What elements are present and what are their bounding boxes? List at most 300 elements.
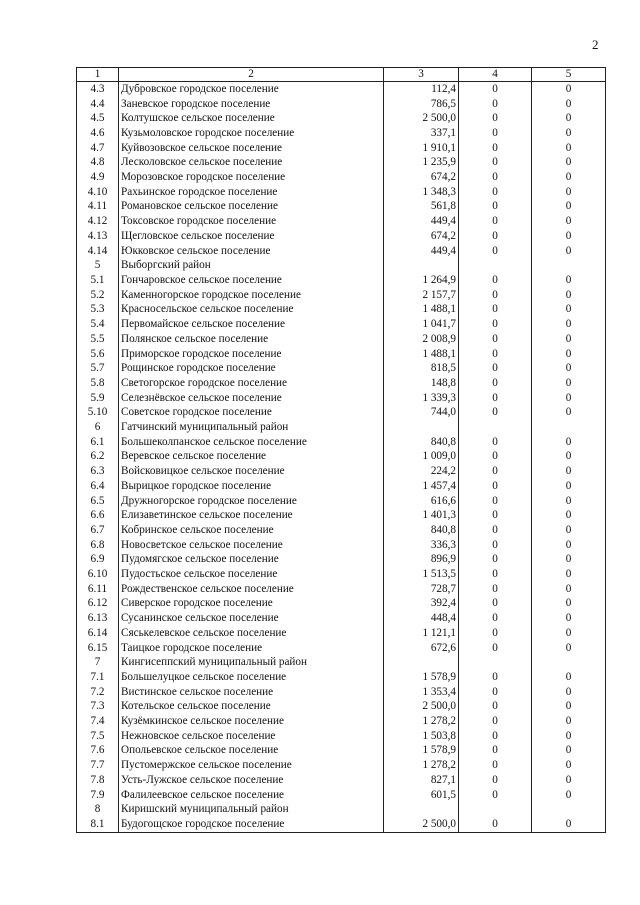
table-row [77, 685, 606, 700]
col-4-value [459, 802, 532, 817]
col-4-value: 0 [459, 170, 532, 185]
row-number: 4.5 [77, 111, 119, 126]
col-4-value [459, 420, 532, 435]
amount: 224,2 [384, 464, 459, 479]
amount: 744,0 [384, 405, 459, 420]
settlement-name: Куйвозовское сельское поселение [119, 141, 384, 156]
col-4-value: 0 [459, 626, 532, 641]
col-4-value: 0 [459, 508, 532, 523]
table-row [77, 817, 606, 832]
table-row [77, 700, 606, 715]
table-row [77, 82, 606, 97]
table-row [77, 508, 606, 523]
row-number: 6.6 [77, 508, 119, 523]
table-row [77, 405, 606, 420]
page-number: 2 [592, 37, 599, 52]
col-4-value: 0 [459, 347, 532, 362]
amount: 2 500,0 [384, 700, 459, 715]
col-5-value: 0 [532, 597, 606, 612]
amount [384, 420, 459, 435]
amount: 840,8 [384, 435, 459, 450]
table-row [77, 303, 606, 318]
col-5-value: 0 [532, 214, 606, 229]
settlement-name: Вырицкое городское поселение [119, 479, 384, 494]
table-row [77, 626, 606, 641]
row-number: 7.6 [77, 744, 119, 759]
table-row [77, 773, 606, 788]
row-number: 6.4 [77, 479, 119, 494]
settlement-name: Пудостьское сельское поселение [119, 567, 384, 582]
row-number: 5.9 [77, 391, 119, 406]
table-row [77, 582, 606, 597]
amount: 616,6 [384, 494, 459, 509]
row-number: 5.4 [77, 317, 119, 332]
col-5-value: 0 [532, 567, 606, 582]
col-5-value: 0 [532, 553, 606, 568]
row-number: 6.2 [77, 450, 119, 465]
row-number: 6.3 [77, 464, 119, 479]
amount: 561,8 [384, 200, 459, 215]
col-5-value: 0 [532, 685, 606, 700]
table-row [77, 611, 606, 626]
amount: 336,3 [384, 538, 459, 553]
row-number: 5.8 [77, 376, 119, 391]
settlement-name: Котельское сельское поселение [119, 700, 384, 715]
table-row [77, 347, 606, 362]
col-4-value: 0 [459, 788, 532, 803]
settlement-name: Пудомягское сельское поселение [119, 553, 384, 568]
amount: 1 513,5 [384, 567, 459, 582]
settlement-name: Усть-Лужское сельское поселение [119, 773, 384, 788]
table-row [77, 141, 606, 156]
row-number: 4.10 [77, 185, 119, 200]
col-5-value: 0 [532, 273, 606, 288]
col-5-value: 0 [532, 156, 606, 171]
settlement-name: Большеколпанское сельское поселение [119, 435, 384, 450]
district-row [77, 802, 606, 817]
settlement-name: Юкковское сельское поселение [119, 244, 384, 259]
col-4-value: 0 [459, 185, 532, 200]
amount: 1 041,7 [384, 317, 459, 332]
table-row [77, 111, 606, 126]
header-col-4: 4 [459, 68, 532, 82]
col-5-value: 0 [532, 714, 606, 729]
row-number: 8.1 [77, 817, 119, 832]
amount: 1 457,4 [384, 479, 459, 494]
col-4-value: 0 [459, 405, 532, 420]
row-number: 4.4 [77, 97, 119, 112]
settlement-name: Вистинское сельское поселение [119, 685, 384, 700]
amount: 1 401,3 [384, 508, 459, 523]
col-4-value: 0 [459, 611, 532, 626]
row-number: 4.12 [77, 214, 119, 229]
col-5-value: 0 [532, 611, 606, 626]
col-5-value: 0 [532, 435, 606, 450]
row-number: 7 [77, 655, 119, 670]
table-row [77, 670, 606, 685]
col-5-value: 0 [532, 773, 606, 788]
col-4-value: 0 [459, 97, 532, 112]
table-row [77, 729, 606, 744]
col-4-value: 0 [459, 273, 532, 288]
row-number: 6.14 [77, 626, 119, 641]
col-4-value: 0 [459, 450, 532, 465]
table-row [77, 597, 606, 612]
row-number: 4.13 [77, 229, 119, 244]
settlement-name: Морозовское городское поселение [119, 170, 384, 185]
amount: 1 488,1 [384, 303, 459, 318]
col-5-value: 0 [532, 347, 606, 362]
col-4-value: 0 [459, 538, 532, 553]
row-number: 5.2 [77, 288, 119, 303]
amount: 601,5 [384, 788, 459, 803]
amount: 818,5 [384, 361, 459, 376]
table-row [77, 391, 606, 406]
row-number: 6.8 [77, 538, 119, 553]
col-5-value: 0 [532, 141, 606, 156]
col-4-value: 0 [459, 391, 532, 406]
table-row [77, 553, 606, 568]
table-row [77, 156, 606, 171]
amount: 2 500,0 [384, 111, 459, 126]
amount: 1 348,3 [384, 185, 459, 200]
settlement-name: Заневское городское поселение [119, 97, 384, 112]
table-row [77, 376, 606, 391]
header-col-3: 3 [384, 68, 459, 82]
settlement-name: Таицкое городское поселение [119, 641, 384, 656]
col-4-value: 0 [459, 597, 532, 612]
col-5-value: 0 [532, 111, 606, 126]
col-4-value [459, 655, 532, 670]
row-number: 4.9 [77, 170, 119, 185]
col-5-value: 0 [532, 788, 606, 803]
amount: 896,9 [384, 553, 459, 568]
settlement-name: Войсковицкое сельское поселение [119, 464, 384, 479]
col-5-value: 0 [532, 479, 606, 494]
settlement-name: Гатчинский муниципальный район [119, 420, 384, 435]
settlement-name: Сяськелевское сельское поселение [119, 626, 384, 641]
settlement-name: Кузьмоловское городское поселение [119, 126, 384, 141]
table-row [77, 788, 606, 803]
row-number: 8 [77, 802, 119, 817]
col-4-value: 0 [459, 582, 532, 597]
amount: 1 503,8 [384, 729, 459, 744]
col-5-value: 0 [532, 229, 606, 244]
amount: 1 278,2 [384, 714, 459, 729]
col-5-value: 0 [532, 376, 606, 391]
row-number: 6.13 [77, 611, 119, 626]
col-5-value: 0 [532, 332, 606, 347]
row-number: 7.2 [77, 685, 119, 700]
settlement-name: Веревское сельское поселение [119, 450, 384, 465]
settlement-name: Сусанинское сельское поселение [119, 611, 384, 626]
col-4-value: 0 [459, 670, 532, 685]
col-5-value: 0 [532, 303, 606, 318]
col-5-value: 0 [532, 538, 606, 553]
settlement-name: Советское городское поселение [119, 405, 384, 420]
amount: 449,4 [384, 214, 459, 229]
amount: 840,8 [384, 523, 459, 538]
row-number: 4.3 [77, 82, 119, 97]
settlement-name: Колтушское сельское поселение [119, 111, 384, 126]
settlement-name: Полянское сельское поселение [119, 332, 384, 347]
col-4-value: 0 [459, 376, 532, 391]
row-number: 6.9 [77, 553, 119, 568]
amount [384, 802, 459, 817]
settlement-name: Рождественское сельское поселение [119, 582, 384, 597]
col-5-value: 0 [532, 508, 606, 523]
settlement-name: Кузёмкинское сельское поселение [119, 714, 384, 729]
settlement-name: Романовское сельское поселение [119, 200, 384, 215]
settlement-name: Пустомержское сельское поселение [119, 758, 384, 773]
table-header-row [77, 68, 606, 82]
col-4-value: 0 [459, 288, 532, 303]
amount: 2 157,7 [384, 288, 459, 303]
amount: 337,1 [384, 126, 459, 141]
amount: 1 235,9 [384, 156, 459, 171]
amount: 392,4 [384, 597, 459, 612]
amount: 148,8 [384, 376, 459, 391]
settlement-name: Киришский муниципальный район [119, 802, 384, 817]
col-4-value: 0 [459, 744, 532, 759]
col-5-value [532, 420, 606, 435]
table-row [77, 523, 606, 538]
col-5-value: 0 [532, 450, 606, 465]
col-5-value: 0 [532, 729, 606, 744]
table-row [77, 435, 606, 450]
row-number: 6.5 [77, 494, 119, 509]
table-row [77, 200, 606, 215]
row-number: 4.11 [77, 200, 119, 215]
col-5-value: 0 [532, 126, 606, 141]
table-row [77, 97, 606, 112]
amount: 728,7 [384, 582, 459, 597]
table-row [77, 126, 606, 141]
table-row [77, 538, 606, 553]
row-number: 4.7 [77, 141, 119, 156]
row-number: 6 [77, 420, 119, 435]
col-5-value [532, 802, 606, 817]
header-col-1: 1 [77, 68, 119, 82]
col-5-value [532, 258, 606, 273]
col-4-value: 0 [459, 553, 532, 568]
row-number: 7.4 [77, 714, 119, 729]
row-number: 7.7 [77, 758, 119, 773]
settlement-name: Кобринское сельское поселение [119, 523, 384, 538]
table-row [77, 185, 606, 200]
settlement-name: Рахьинское городское поселение [119, 185, 384, 200]
amount: 1 578,9 [384, 744, 459, 759]
row-number: 5.7 [77, 361, 119, 376]
col-4-value: 0 [459, 758, 532, 773]
allocation-table [76, 67, 606, 833]
col-4-value: 0 [459, 229, 532, 244]
col-4-value: 0 [459, 479, 532, 494]
settlement-name: Опольевское сельское поселение [119, 744, 384, 759]
amount: 827,1 [384, 773, 459, 788]
col-5-value: 0 [532, 670, 606, 685]
amount: 112,4 [384, 82, 459, 97]
col-5-value: 0 [532, 391, 606, 406]
col-5-value: 0 [532, 744, 606, 759]
settlement-name: Селезнёвское сельское поселение [119, 391, 384, 406]
col-4-value: 0 [459, 82, 532, 97]
col-5-value: 0 [532, 700, 606, 715]
settlement-name: Приморское городское поселение [119, 347, 384, 362]
col-5-value: 0 [532, 185, 606, 200]
settlement-name: Елизаветинское сельское поселение [119, 508, 384, 523]
table-row [77, 450, 606, 465]
col-5-value: 0 [532, 523, 606, 538]
row-number: 4.14 [77, 244, 119, 259]
col-4-value: 0 [459, 714, 532, 729]
settlement-name: Выборгский район [119, 258, 384, 273]
settlement-name: Дружногорское городское поселение [119, 494, 384, 509]
amount: 2 008,9 [384, 332, 459, 347]
header-col-2: 2 [119, 68, 384, 82]
col-4-value: 0 [459, 700, 532, 715]
settlement-name: Щегловское сельское поселение [119, 229, 384, 244]
col-4-value: 0 [459, 200, 532, 215]
row-number: 5.3 [77, 303, 119, 318]
col-4-value: 0 [459, 567, 532, 582]
col-5-value: 0 [532, 582, 606, 597]
settlement-name: Светогорское городское поселение [119, 376, 384, 391]
settlement-name: Сиверское городское поселение [119, 597, 384, 612]
district-row [77, 655, 606, 670]
row-number: 6.1 [77, 435, 119, 450]
table-row [77, 479, 606, 494]
row-number: 6.12 [77, 597, 119, 612]
amount: 672,6 [384, 641, 459, 656]
col-4-value: 0 [459, 361, 532, 376]
table-row [77, 170, 606, 185]
row-number: 4.8 [77, 156, 119, 171]
col-5-value: 0 [532, 641, 606, 656]
table-row [77, 361, 606, 376]
table-row [77, 641, 606, 656]
col-5-value: 0 [532, 317, 606, 332]
row-number: 5.10 [77, 405, 119, 420]
amount: 1 353,4 [384, 685, 459, 700]
table-row [77, 332, 606, 347]
district-row [77, 258, 606, 273]
settlement-name: Каменногорское городское поселение [119, 288, 384, 303]
settlement-name: Будогощское городское поселение [119, 817, 384, 832]
col-4-value: 0 [459, 126, 532, 141]
table-row [77, 288, 606, 303]
amount: 674,2 [384, 170, 459, 185]
col-5-value: 0 [532, 170, 606, 185]
header-col-5: 5 [532, 68, 606, 82]
col-4-value: 0 [459, 523, 532, 538]
table-row [77, 758, 606, 773]
col-5-value: 0 [532, 464, 606, 479]
row-number: 4.6 [77, 126, 119, 141]
col-5-value: 0 [532, 494, 606, 509]
row-number: 6.7 [77, 523, 119, 538]
col-5-value: 0 [532, 817, 606, 832]
table-row [77, 567, 606, 582]
amount: 1 121,1 [384, 626, 459, 641]
col-4-value: 0 [459, 156, 532, 171]
settlement-name: Токсовское городское поселение [119, 214, 384, 229]
row-number: 6.11 [77, 582, 119, 597]
settlement-name: Первомайское сельское поселение [119, 317, 384, 332]
col-4-value: 0 [459, 685, 532, 700]
table-row [77, 273, 606, 288]
row-number: 7.8 [77, 773, 119, 788]
table-row [77, 714, 606, 729]
table-row [77, 244, 606, 259]
row-number: 6.15 [77, 641, 119, 656]
col-4-value: 0 [459, 817, 532, 832]
row-number: 5.6 [77, 347, 119, 362]
amount: 448,4 [384, 611, 459, 626]
row-number: 7.9 [77, 788, 119, 803]
row-number: 7.5 [77, 729, 119, 744]
col-5-value: 0 [532, 82, 606, 97]
row-number: 5.1 [77, 273, 119, 288]
table-row [77, 229, 606, 244]
settlement-name: Дубровское городское поселение [119, 82, 384, 97]
col-5-value: 0 [532, 626, 606, 641]
col-4-value: 0 [459, 729, 532, 744]
amount: 1 339,3 [384, 391, 459, 406]
col-5-value [532, 655, 606, 670]
settlement-name: Фалилеевское сельское поселение [119, 788, 384, 803]
col-4-value: 0 [459, 494, 532, 509]
col-5-value: 0 [532, 288, 606, 303]
amount: 1 278,2 [384, 758, 459, 773]
district-row [77, 420, 606, 435]
amount: 449,4 [384, 244, 459, 259]
settlement-name: Красносельское сельское поселение [119, 303, 384, 318]
col-5-value: 0 [532, 200, 606, 215]
row-number: 7.1 [77, 670, 119, 685]
settlement-name: Лесколовское сельское поселение [119, 156, 384, 171]
amount [384, 655, 459, 670]
row-number: 5 [77, 258, 119, 273]
table-row [77, 494, 606, 509]
table-row [77, 464, 606, 479]
col-4-value: 0 [459, 332, 532, 347]
col-4-value: 0 [459, 464, 532, 479]
col-5-value: 0 [532, 97, 606, 112]
amount: 1 578,9 [384, 670, 459, 685]
table-row [77, 214, 606, 229]
col-5-value: 0 [532, 405, 606, 420]
amount: 2 500,0 [384, 817, 459, 832]
settlement-name: Гончаровское сельское поселение [119, 273, 384, 288]
table-row [77, 317, 606, 332]
amount: 674,2 [384, 229, 459, 244]
amount: 1 910,1 [384, 141, 459, 156]
row-number: 6.10 [77, 567, 119, 582]
col-4-value: 0 [459, 303, 532, 318]
settlement-name: Нежновское сельское поселение [119, 729, 384, 744]
amount: 786,5 [384, 97, 459, 112]
col-4-value: 0 [459, 435, 532, 450]
table-row [77, 744, 606, 759]
amount: 1 009,0 [384, 450, 459, 465]
col-5-value: 0 [532, 361, 606, 376]
settlement-name: Рощинское городское поселение [119, 361, 384, 376]
settlement-name: Большелуцкое сельское поселение [119, 670, 384, 685]
col-4-value [459, 258, 532, 273]
col-4-value: 0 [459, 141, 532, 156]
col-4-value: 0 [459, 214, 532, 229]
